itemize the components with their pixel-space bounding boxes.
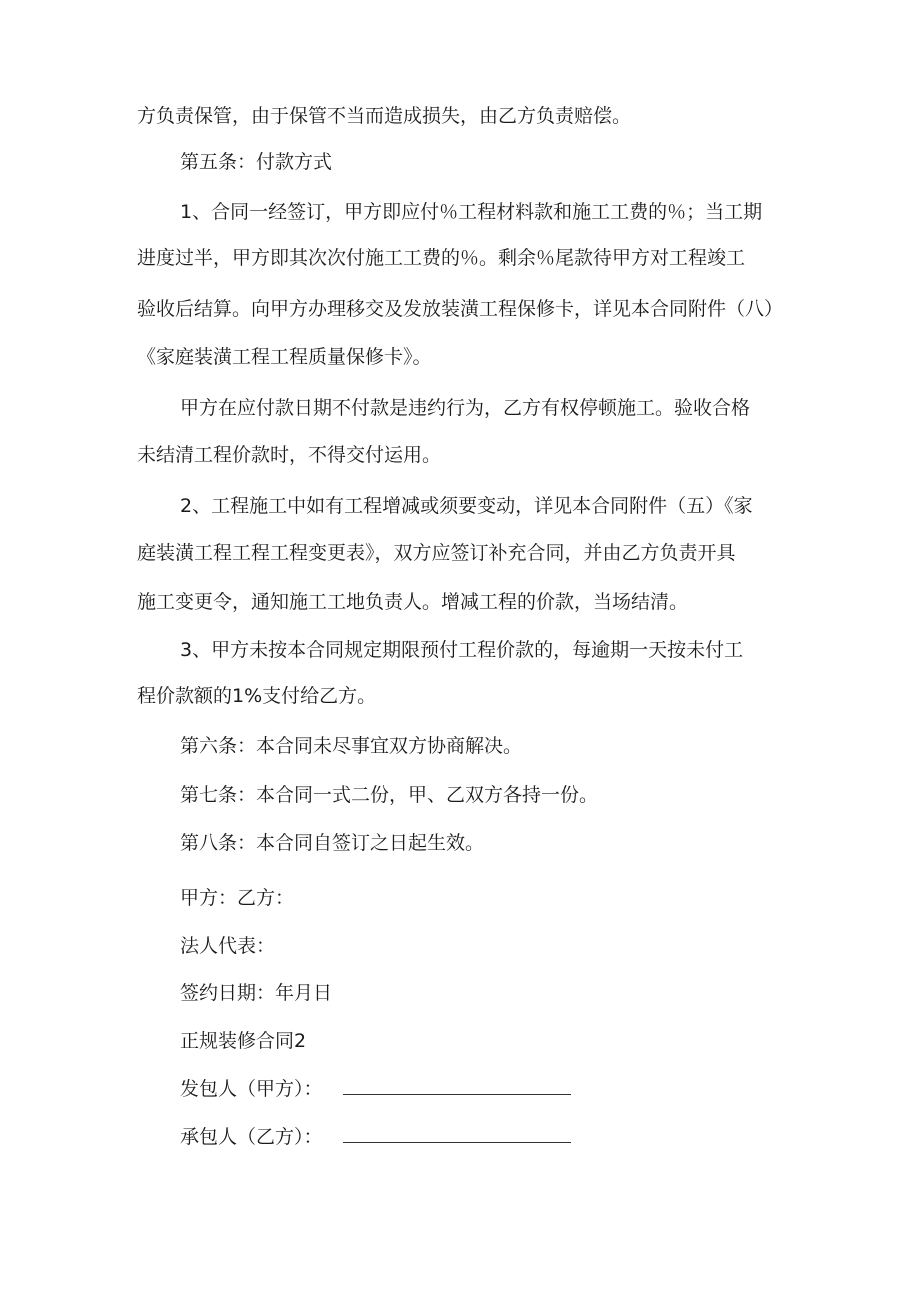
contractor-field	[180, 1076, 571, 1102]
text-line: 3、甲方未按本合同规定期限预付工程价款的，每逾期一天按未付工	[180, 639, 744, 661]
article-8: 第八条：本合同自签订之日起生效。	[180, 832, 485, 854]
sign-date-line: 签约日期：年月日	[180, 982, 333, 1004]
text-line: 1、合同一经签订，甲方即应付％工程材料款和施工工费的％；当工期	[180, 201, 763, 223]
legal-rep-line: 法人代表：	[180, 935, 276, 957]
text-line: 施工变更令，通知施工工地负责人。增减工程的价款，当场结清。	[137, 591, 689, 613]
article-6: 第六条：本合同未尽事宜双方协商解决。	[180, 735, 523, 757]
text-line: 未结清工程价款时，不得交付运用。	[137, 444, 442, 466]
contractee-field	[180, 1124, 571, 1150]
contractor-label: 发包人（甲方）：	[180, 1078, 323, 1100]
text-line: 方负责保管，由于保管不当而造成损失，由乙方负责赔偿。	[137, 105, 632, 127]
contractee-label: 承包人（乙方）：	[180, 1126, 323, 1148]
text-line: 甲方在应付款日期不付款是违约行为，乙方有权停顿施工。验收合格	[180, 397, 751, 419]
text-line: 2、工程施工中如有工程增减或须要变动，详见本合同附件（五）《家	[180, 495, 753, 517]
text-line: 验收后结算。向甲方办理移交及发放装潢工程保修卡，详见本合同附件（八）	[137, 298, 784, 320]
party-line: 甲方：乙方：	[180, 887, 295, 909]
text-line: 《家庭装潢工程工程质量保修卡》。	[137, 346, 432, 368]
contractee-blank	[343, 1124, 571, 1143]
section-title: 正规装修合同2	[180, 1030, 307, 1052]
text-line: 庭装潢工程工程工程变更表》，双方应签订补充合同，并由乙方负责开具	[137, 542, 736, 564]
article-5-heading: 第五条：付款方式	[180, 151, 333, 173]
contractor-blank	[343, 1076, 571, 1095]
text-line: 程价款额的1%支付给乙方。	[137, 685, 377, 707]
article-7: 第七条：本合同一式二份，甲、乙双方各持一份。	[180, 784, 599, 806]
text-line: 进度过半，甲方即其次次付施工工费的％。剩余％尾款待甲方对工程竣工	[137, 247, 746, 269]
